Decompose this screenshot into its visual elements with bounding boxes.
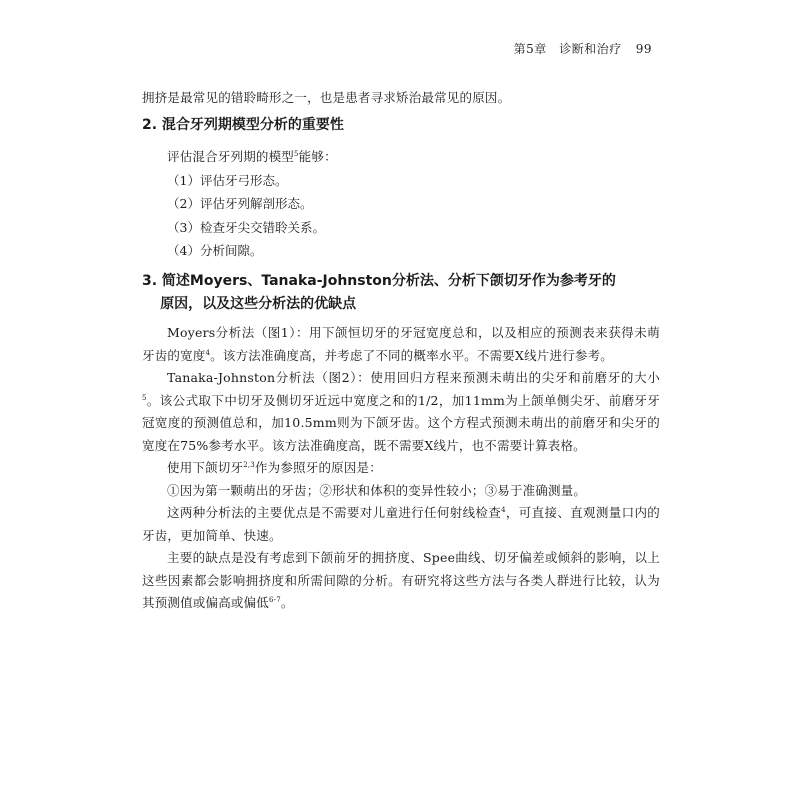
running-header [514, 40, 652, 57]
citation: 6-7 [269, 596, 281, 604]
section-2-heading: 2. 混合牙列期模型分析的重要性 [142, 117, 344, 133]
section-3-body [142, 322, 660, 615]
section-3-heading: 3. 简述Moyers、Tanaka-Johnston分析法、分析下颌切牙作为参考牙的 原因，以及这些分析法的优缺点 [142, 273, 616, 312]
page-number: 99 [635, 42, 652, 56]
section-2-body [142, 146, 660, 263]
citation: 4 [501, 506, 506, 514]
disadvantages-paragraph: 主要的缺点是没有考虑到下颌前牙的拥挤度、Spee曲线、切牙偏差或倾斜的影响，以上这些因素都会影响拥挤度和所需间隙的分析。有研究将这些方法与各类人群进行比较，认为其预测值或偏高或偏低$^{6-7}$。 [142, 550, 660, 610]
list-item: （3）检查牙尖交错聆关系。 [167, 219, 325, 235]
chapter-title: 第5章 诊断和治疗 [513, 42, 622, 56]
list-item: （4）分析间隙。 [167, 243, 263, 258]
advantages-paragraph: 这两种分析法的主要优点是不需要对儿童进行任何射线检查$^4$，可直接、直观测量口内的牙齿，更加简单、快速。 [142, 505, 660, 543]
citation: 5 [294, 150, 299, 158]
reason-lead-paragraph: 使用下颌切牙$^{2,3}$作为参照牙的原因是： [167, 460, 382, 475]
moyers-paragraph: Moyers分析法（图1）：用下颌恒切牙的牙冠宽度总和，以及相应的预测表来获得未萌牙齿的宽度$^4$。该方法准确度高，并考虑了不同的概率水平。不需要X线片进行参考。 [142, 325, 660, 363]
intro-paragraph: 拥挤是最常见的错聆畸形之一，也是患者寻求矫治最常见的原因。 [142, 90, 511, 105]
section-2-lead: 评估混合牙列期的模型$^5$能够： [167, 149, 337, 164]
citation: 4 [205, 348, 211, 357]
list-item: （2）评估牙列解剖形态。 [167, 196, 313, 211]
citation: 5 [142, 393, 147, 402]
citation: 2,3 [243, 461, 255, 469]
reasons-paragraph: ①因为第一颗萌出的牙齿；②形状和体积的变异性较小；③易于准确测量。 [167, 482, 587, 498]
list-item: （1）评估牙弓形态。 [167, 172, 288, 188]
tanaka-johnston-paragraph: Tanaka-Johnston分析法（图2）：使用回归方程来预测未萌出的尖牙和前磨牙的大小$^5$。该公式取下中切牙及侧切牙近远中宽度之和的1/2，加11mm为上颌单侧尖牙、前磨牙牙冠宽度的预测值总和，加10.5mm则为下颌牙齿。这个方程式预测未萌出的前磨牙和尖牙的宽度在75%参考水平。该方法准确度高，既不需要X线片，也不需要计算表格。 [142, 370, 660, 453]
